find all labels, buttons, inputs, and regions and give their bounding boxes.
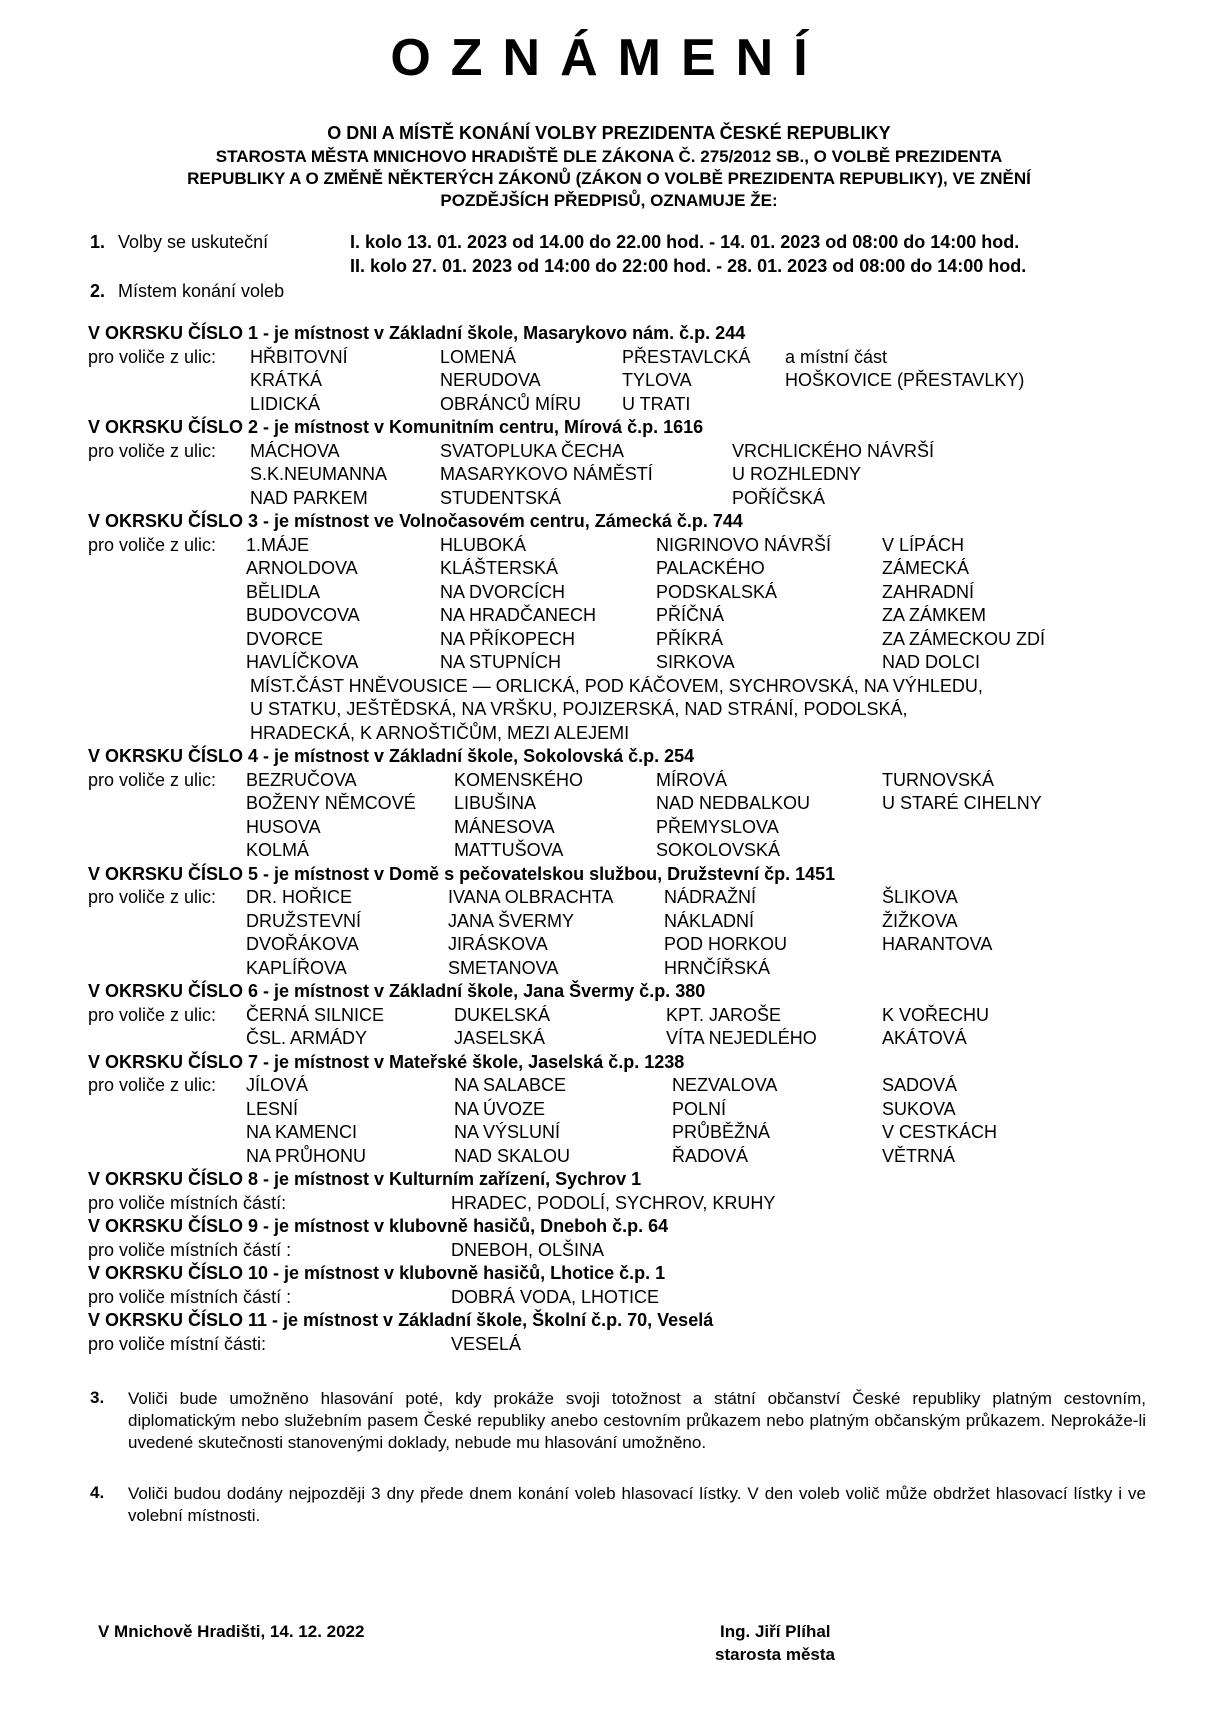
street-name: KLÁŠTERSKÁ — [440, 558, 559, 578]
street-name: ZAHRADNÍ — [882, 581, 975, 602]
item4-number: 4. — [90, 1483, 105, 1502]
street-name: TYLOVA — [622, 370, 692, 390]
street-name: TURNOVSKÁ — [882, 769, 995, 790]
street-name: ČERNÁ SILNICE — [246, 1004, 385, 1025]
street-name: SOKOLOVSKÁ — [656, 840, 781, 860]
street-name: SIRKOVA — [656, 652, 735, 672]
street-name: NIGRINOVO NÁVRŠÍ — [656, 534, 832, 555]
street-name: KAPLÍŘOVA — [246, 957, 347, 978]
street-name: NA DVORCÍCH — [440, 581, 566, 602]
street-name: NA HRADČANECH — [440, 605, 597, 625]
street-name: K VOŘECHU — [882, 1004, 990, 1025]
street-name: SVATOPLUKA ČECHA — [440, 440, 625, 461]
voters-from-streets-label: pro voliče z ulic: — [88, 1004, 217, 1025]
local-part-streets: HRADECKÁ, K ARNOŠTIČŮM, MEZI ALEJEMI — [250, 722, 630, 743]
district-heading: V OKRSKU ČÍSLO 7 - je místnost v Mateřské škole, Jaselská č.p. 1238 — [88, 1051, 685, 1072]
district-heading: V OKRSKU ČÍSLO 10 - je místnost v klubovně hasičů, Lhotice č.p. 1 — [88, 1263, 666, 1283]
street-name: ARNOLDOVA — [246, 558, 358, 578]
voters-from-streets-label: pro voliče z ulic: — [88, 1075, 217, 1095]
street-name: KPT. JAROŠE — [666, 1004, 782, 1025]
street-name: HUSOVA — [246, 816, 321, 837]
signatory-role: starosta města — [715, 1645, 836, 1664]
local-parts: VESELÁ — [451, 1333, 522, 1354]
street-name: BEZRUČOVA — [246, 769, 357, 790]
street-name: HAVLÍČKOVA — [246, 652, 359, 672]
street-name: KOMENSKÉHO — [454, 769, 584, 790]
street-name: PŘÍČNÁ — [656, 605, 725, 625]
voters-from-parts-label: pro voliče místních částí: — [88, 1192, 287, 1213]
street-name: U STARÉ CIHELNY — [882, 793, 1042, 813]
page-title: OZNÁMENÍ — [390, 29, 828, 87]
street-name: DR. HOŘICE — [246, 887, 353, 907]
local-parts: DNEBOH, OLŠINA — [451, 1239, 605, 1260]
street-name: NAD DOLCI — [882, 652, 981, 672]
item2-label: Místem konání voleb — [118, 281, 285, 301]
street-name: NÁDRAŽNÍ — [664, 887, 757, 907]
street-name: S.K.NEUMANNA — [250, 464, 388, 484]
street-name: DVOŘÁKOVA — [246, 934, 359, 954]
voters-from-parts-label: pro voliče místních částí : — [88, 1286, 292, 1307]
street-name: LIDICKÁ — [250, 393, 321, 414]
street-name: STUDENTSKÁ — [440, 487, 562, 508]
street-name: NAD NEDBALKOU — [656, 793, 811, 813]
voters-from-streets-label: pro voliče z ulic: — [88, 534, 217, 555]
street-name: PŘESTAVLCKÁ — [622, 346, 751, 367]
street-name: DVORCE — [246, 628, 324, 649]
voters-from-streets-label: pro voliče z ulic: — [88, 887, 217, 907]
street-name: ŠLIKOVA — [882, 887, 958, 907]
district-heading: V OKRSKU ČÍSLO 9 - je místnost v klubovně hasičů, Dneboh č.p. 64 — [88, 1216, 669, 1236]
street-name: OBRÁNCŮ MÍRU — [440, 393, 582, 414]
district-heading: V OKRSKU ČÍSLO 4 - je místnost v Základní škole, Sokolovská č.p. 254 — [88, 746, 695, 766]
street-name: NA ÚVOZE — [454, 1098, 546, 1119]
street-name: U ROZHLEDNY — [732, 464, 862, 484]
district-heading: V OKRSKU ČÍSLO 5 - je místnost v Domě s pečovatelskou službou, Družstevní čp. 1451 — [88, 863, 836, 884]
street-name: JASELSKÁ — [454, 1028, 546, 1048]
voters-from-streets-label: pro voliče z ulic: — [88, 769, 217, 790]
street-name: ŽIŽKOVA — [882, 910, 958, 931]
local-part-streets: U STATKU, JEŠTĚDSKÁ, NA VRŠKU, POJIZERSKÁ, NAD STRÁNÍ, PODOLSKÁ, — [250, 699, 908, 719]
street-name: PALACKÉHO — [656, 558, 765, 578]
street-name: BOŽENY NĚMCOVÉ — [246, 793, 416, 813]
street-name: POLNÍ — [672, 1098, 727, 1119]
street-name: JÍLOVÁ — [246, 1075, 309, 1095]
local-parts: DOBRÁ VODA, LHOTICE — [451, 1286, 660, 1307]
street-name: PODSKALSKÁ — [656, 581, 778, 602]
street-name: ŘADOVÁ — [672, 1145, 749, 1166]
voters-from-parts-label: pro voliče místních částí : — [88, 1239, 292, 1260]
street-name: ZA ZÁMKEM — [882, 605, 987, 625]
street-name: BUDOVCOVA — [246, 605, 360, 625]
street-name: ZÁMECKÁ — [882, 558, 970, 578]
street-name: ZA ZÁMECKOU ZDÍ — [882, 628, 1046, 649]
street-name: JANA ŠVERMY — [448, 910, 575, 931]
street-name: VÍTA NEJEDLÉHO — [666, 1028, 817, 1048]
street-name: a místní část — [785, 346, 888, 367]
local-part-streets: MÍST.ČÁST HNĚVOUSICE — ORLICKÁ, POD KÁČOVEM, SYCHROVSKÁ, NA VÝHLEDU, — [250, 675, 983, 696]
street-name: NAD PARKEM — [250, 487, 368, 508]
voters-from-streets-label: pro voliče z ulic: — [88, 346, 217, 367]
header-line-1: O DNI A MÍSTĚ KONÁNÍ VOLBY PREZIDENTA ČESKÉ REPUBLIKY — [327, 123, 891, 143]
street-name: HŘBITOVNÍ — [250, 346, 348, 367]
street-name: PŘEMYSLOVA — [656, 816, 779, 837]
street-name: NEZVALOVA — [672, 1075, 778, 1095]
district-heading: V OKRSKU ČÍSLO 2 - je místnost v Komunitním centru, Mírová č.p. 1616 — [88, 417, 704, 437]
street-name: HLUBOKÁ — [440, 534, 527, 555]
street-name: NA PRŮHONU — [246, 1145, 367, 1166]
voters-from-parts-label: pro voliče místní části: — [88, 1333, 267, 1354]
street-name: LOMENÁ — [440, 346, 517, 367]
street-name: LIBUŠINA — [454, 793, 537, 813]
street-name: NAD SKALOU — [454, 1145, 571, 1166]
item4-text: Voliči budou dodány nejpozději 3 dny přede dnem konání voleb hlasovací lístky. V den voleb volič může obdržet hlasovací lístky i ve volební místnosti. — [128, 1484, 1146, 1525]
street-name: KOLMÁ — [246, 840, 310, 860]
street-name: NA PŘÍKOPECH — [440, 628, 576, 649]
street-name: VĚTRNÁ — [882, 1145, 956, 1166]
street-name: MASARYKOVO NÁMĚSTÍ — [440, 464, 653, 484]
item3-number: 3. — [90, 1388, 105, 1407]
footer-place-date: V Mnichově Hradišti, 14. 12. 2022 — [98, 1622, 365, 1641]
header-line-4: POZDĚJŠÍCH PŘEDPISŮ, OZNAMUJE ŽE: — [440, 191, 778, 210]
street-name: SMETANOVA — [448, 957, 559, 978]
street-name: VRCHLICKÉHO NÁVRŠÍ — [732, 440, 935, 461]
street-name: SUKOVA — [882, 1098, 956, 1119]
district-heading: V OKRSKU ČÍSLO 3 - je místnost ve Volnočasovém centru, Zámecká č.p. 744 — [88, 511, 743, 531]
local-parts: HRADEC, PODOLÍ, SYCHROV, KRUHY — [451, 1192, 776, 1213]
street-name: NA KAMENCI — [246, 1122, 358, 1142]
district-heading: V OKRSKU ČÍSLO 6 - je místnost v Základní škole, Jana Švermy č.p. 380 — [88, 981, 706, 1001]
street-name: MÍROVÁ — [656, 769, 728, 790]
item1-label: Volby se uskuteční — [118, 232, 269, 252]
street-name: 1.MÁJE — [246, 534, 310, 555]
item3-text: Voliči bude umožněno hlasování poté, kdy prokáže svoji totožnost a státní občanství České republiky platným cestovním, diplomatickým nebo služebním pasem České republiky anebo cestovním průkazem nebo platným občanským průkazem. Neprokáže-li uvedené skutečnosti stanovenými doklady, nebude mu hlasování umožněno. — [128, 1389, 1146, 1452]
street-name: DRUŽSTEVNÍ — [246, 910, 362, 931]
street-name: NERUDOVA — [440, 370, 541, 390]
street-name: MÁCHOVA — [250, 440, 340, 461]
street-name: BĚLIDLA — [246, 581, 321, 602]
street-name: SADOVÁ — [882, 1075, 958, 1095]
street-name: POD HORKOU — [664, 934, 788, 954]
district-heading: V OKRSKU ČÍSLO 1 - je místnost v Základní škole, Masarykovo nám. č.p. 244 — [88, 323, 746, 343]
street-name: PŘÍKRÁ — [656, 628, 724, 649]
street-name: PRŮBĚŽNÁ — [672, 1122, 771, 1142]
street-name: ČSL. ARMÁDY — [246, 1028, 368, 1048]
street-name: U TRATI — [622, 393, 691, 414]
street-name: IVANA OLBRACHTA — [448, 887, 614, 907]
street-name: KRÁTKÁ — [250, 370, 323, 390]
signatory-name: Ing. Jiří Plíhal — [720, 1622, 831, 1641]
street-name: NA SALABCE — [454, 1075, 567, 1095]
street-name: AKÁTOVÁ — [882, 1028, 967, 1048]
street-name: DUKELSKÁ — [454, 1004, 551, 1025]
street-name: MÁNESOVA — [454, 816, 555, 837]
street-name: NÁKLADNÍ — [664, 910, 755, 931]
header-line-2: STAROSTA MĚSTA MNICHOVO HRADIŠTĚ DLE ZÁKONA Č. 275/2012 SB., O VOLBĚ PREZIDENTA — [215, 147, 1003, 166]
district-heading: V OKRSKU ČÍSLO 11 - je místnost v Základní škole, Školní č.p. 70, Veselá — [88, 1310, 714, 1330]
round2-schedule: II. kolo 27. 01. 2023 od 14:00 do 22:00 hod. - 28. 01. 2023 od 08:00 do 14:00 hod. — [350, 256, 1027, 276]
street-name: V CESTKÁCH — [882, 1122, 998, 1142]
street-name: MATTUŠOVA — [454, 840, 564, 860]
voters-from-streets-label: pro voliče z ulic: — [88, 440, 217, 461]
street-name: HRNČÍŘSKÁ — [664, 957, 771, 978]
round1-schedule: I. kolo 13. 01. 2023 od 14.00 do 22.00 hod. - 14. 01. 2023 od 08:00 do 14:00 hod. — [350, 232, 1020, 252]
street-name: NA STUPNÍCH — [440, 652, 562, 672]
street-name: V LÍPÁCH — [882, 534, 965, 555]
item2-number: 2. — [90, 281, 106, 301]
header-line-3: REPUBLIKY A O ZMĚNĚ NĚKTERÝCH ZÁKONŮ (ZÁKON O VOLBĚ PREZIDENTA REPUBLIKY), VE ZNĚNÍ — [187, 169, 1031, 188]
street-name: POŘÍČSKÁ — [732, 487, 826, 508]
street-name: LESNÍ — [246, 1098, 299, 1119]
item1-number: 1. — [90, 232, 106, 252]
street-name: HARANTOVA — [882, 934, 993, 954]
street-name: JIRÁSKOVA — [448, 934, 548, 954]
street-name: NA VÝSLUNÍ — [454, 1122, 561, 1142]
street-name: HOŠKOVICE (PŘESTAVLKY) — [785, 370, 1025, 390]
district-heading: V OKRSKU ČÍSLO 8 - je místnost v Kulturním zařízení, Sychrov 1 — [88, 1169, 642, 1189]
